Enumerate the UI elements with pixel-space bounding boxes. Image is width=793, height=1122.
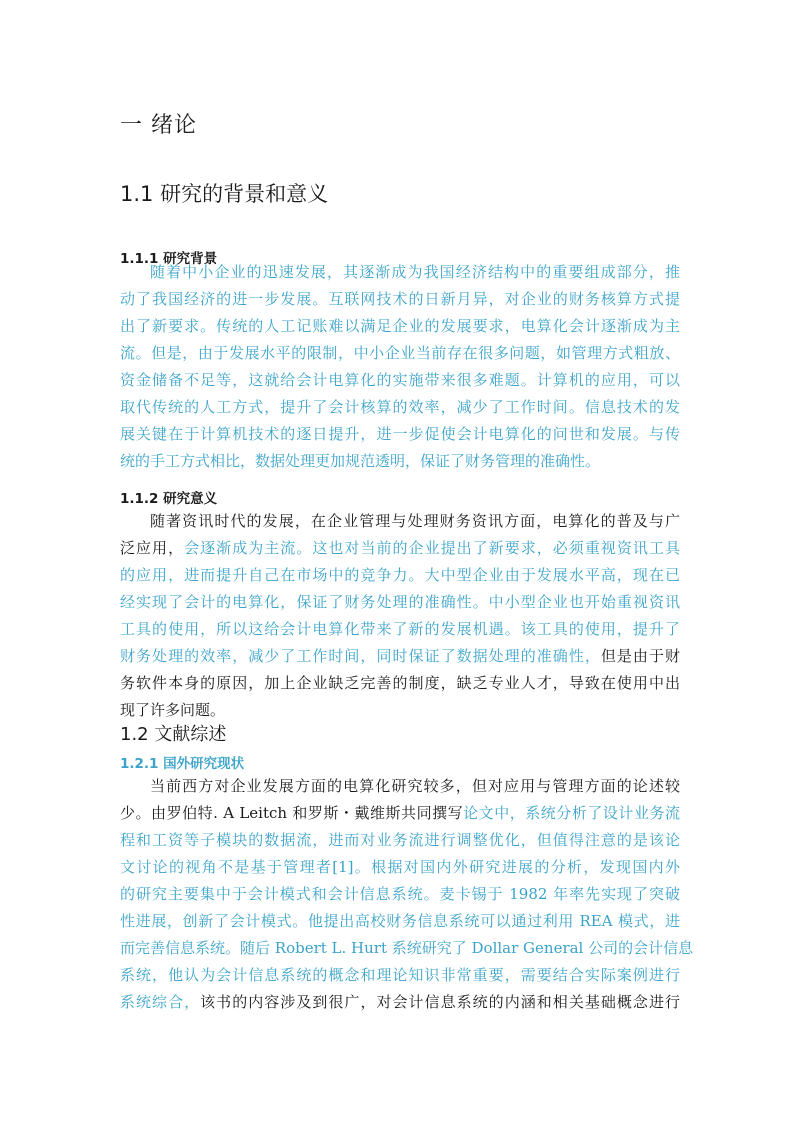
text-segment: 出了新要求。传统的人工记账难以满足企业的发展要求，电算化会计逐渐成为主: [120, 317, 680, 335]
text-line: [120, 421, 680, 448]
text-segment: 泛应用，: [120, 539, 185, 557]
text-line: [120, 670, 680, 697]
subsection-heading-1-2-1: 1.2.1 国外研究现状: [120, 756, 245, 772]
text-line: [120, 367, 680, 394]
text-segment: 的应用，进而提升自己在市场中的竞争力。大中型企业由于发展水平高，现在已: [120, 566, 680, 584]
subsection-heading-1-1-2: 1.1.2 研究意义: [120, 491, 218, 507]
text-line: [120, 773, 680, 800]
text-segment: 资金储备不足等，这就给会计电算化的实施带来很多难题。计算机的应用，可以: [120, 371, 680, 389]
text-segment: 系统综合，: [120, 993, 201, 1011]
text-line: [120, 286, 680, 313]
text-line: [120, 589, 680, 616]
text-segment: 而完善信息系统。随后 Robert L. Hurt 系统研究了 Dollar General 公司的会计信息: [120, 939, 694, 957]
text-line: [120, 508, 680, 535]
text-line: [120, 800, 680, 827]
text-segment: 性进展，创新了会计模式。他提出高校财务信息系统可以通过利用 REA 模式，进: [120, 912, 680, 930]
text-segment: 取代传统的人工方式，提升了会计核算的效率，减少了工作时间。信息技术的发: [120, 398, 680, 416]
text-line: [120, 313, 680, 340]
text-segment: 文讨论的视角不是基于管理者[1]。根据对国内外研究进展的分析，发现国内外: [120, 858, 680, 876]
text-line: [120, 259, 680, 286]
paragraph-foreign-research: [120, 773, 694, 1016]
text-line: [120, 854, 680, 881]
text-segment: 统的手工方式相比，数据处理更加规范透明，保证了财务管理的准确性。: [120, 452, 601, 470]
text-line: [120, 908, 680, 935]
paragraph-research-significance: [120, 508, 680, 724]
text-line: [120, 827, 680, 854]
text-segment: 程和工资等子模块的数据流，进而对业务流进行调整优化，但值得注意的是该论: [120, 831, 680, 849]
section-heading-1-1: 1.1 研究的背景和意义: [120, 182, 329, 206]
text-line: [120, 989, 680, 1016]
text-segment: 经实现了会计的电算化，保证了财务处理的准确性。中小型企业也开始重视资讯: [120, 593, 680, 611]
text-segment: 少。由罗伯特. A Leitch 和罗斯・戴维斯共同撰写: [120, 804, 464, 822]
text-line: [120, 562, 680, 589]
text-segment: 系统，他认为会计信息系统的概念和理论知识非常重要，需要结合实际案例进行: [120, 966, 680, 984]
text-segment: 该书的内容涉及到很广，对会计信息系统的内涵和相关基础概念进行: [200, 993, 680, 1011]
chapter-title: 一 绪论: [120, 113, 197, 138]
text-segment: 流。但是，由于发展水平的限制，中小企业当前存在很多问题，如管理方式粗放、: [120, 344, 680, 362]
text-line: [120, 340, 680, 367]
text-line: [120, 962, 680, 989]
paragraph-research-background: [120, 259, 680, 475]
text-segment: 现了许多问题。: [120, 701, 226, 719]
text-segment: 但是由于财: [600, 647, 680, 665]
text-line: [120, 616, 680, 643]
text-line: [120, 394, 680, 421]
text-segment: 论文中，系统分析了设计业务流: [463, 804, 680, 822]
text-segment: 展关键在于计算机技术的逐日提升，进一步促使会计电算化的问世和发展。与传: [120, 425, 680, 443]
text-segment: 财务处理的效率，减少了工作时间，同时保证了数据处理的准确性，: [120, 647, 601, 665]
text-segment: 务软件本身的原因，加上企业缺乏完善的制度，缺乏专业人才，导致在使用中出: [120, 674, 680, 692]
text-line: [120, 448, 680, 475]
text-line: [120, 881, 680, 908]
text-segment: 工具的使用，所以这给会计电算化带来了新的发展机遇。该工具的使用，提升了: [120, 620, 680, 638]
subsection-heading-1-1-1: 1.1.1 研究背景: [120, 251, 218, 267]
text-segment: 动了我国经济的进一步发展。互联网技术的日新月异，对企业的财务核算方式提: [120, 290, 680, 308]
text-line: [120, 643, 680, 670]
text-segment: 会逐渐成为主流。这也对当前的企业提出了新要求，必须重视资讯工具: [184, 539, 680, 557]
text-segment: 随着中小企业的迅速发展，其逐渐成为我国经济结构中的重要组成部分，推: [150, 263, 680, 281]
text-segment: 当前西方对企业发展方面的电算化研究较多，但对应用与管理方面的论述较: [150, 777, 680, 795]
text-segment: 的研究主要集中于会计模式和会计信息系统。麦卡锡于 1982 年率先实现了突破: [120, 885, 680, 903]
text-segment: 随著资讯时代的发展，在企业管理与处理财务资讯方面，电算化的普及与广: [150, 512, 680, 530]
section-heading-1-2: 1.2 文献综述: [120, 724, 227, 745]
text-line: [120, 535, 680, 562]
text-line: [120, 935, 694, 962]
